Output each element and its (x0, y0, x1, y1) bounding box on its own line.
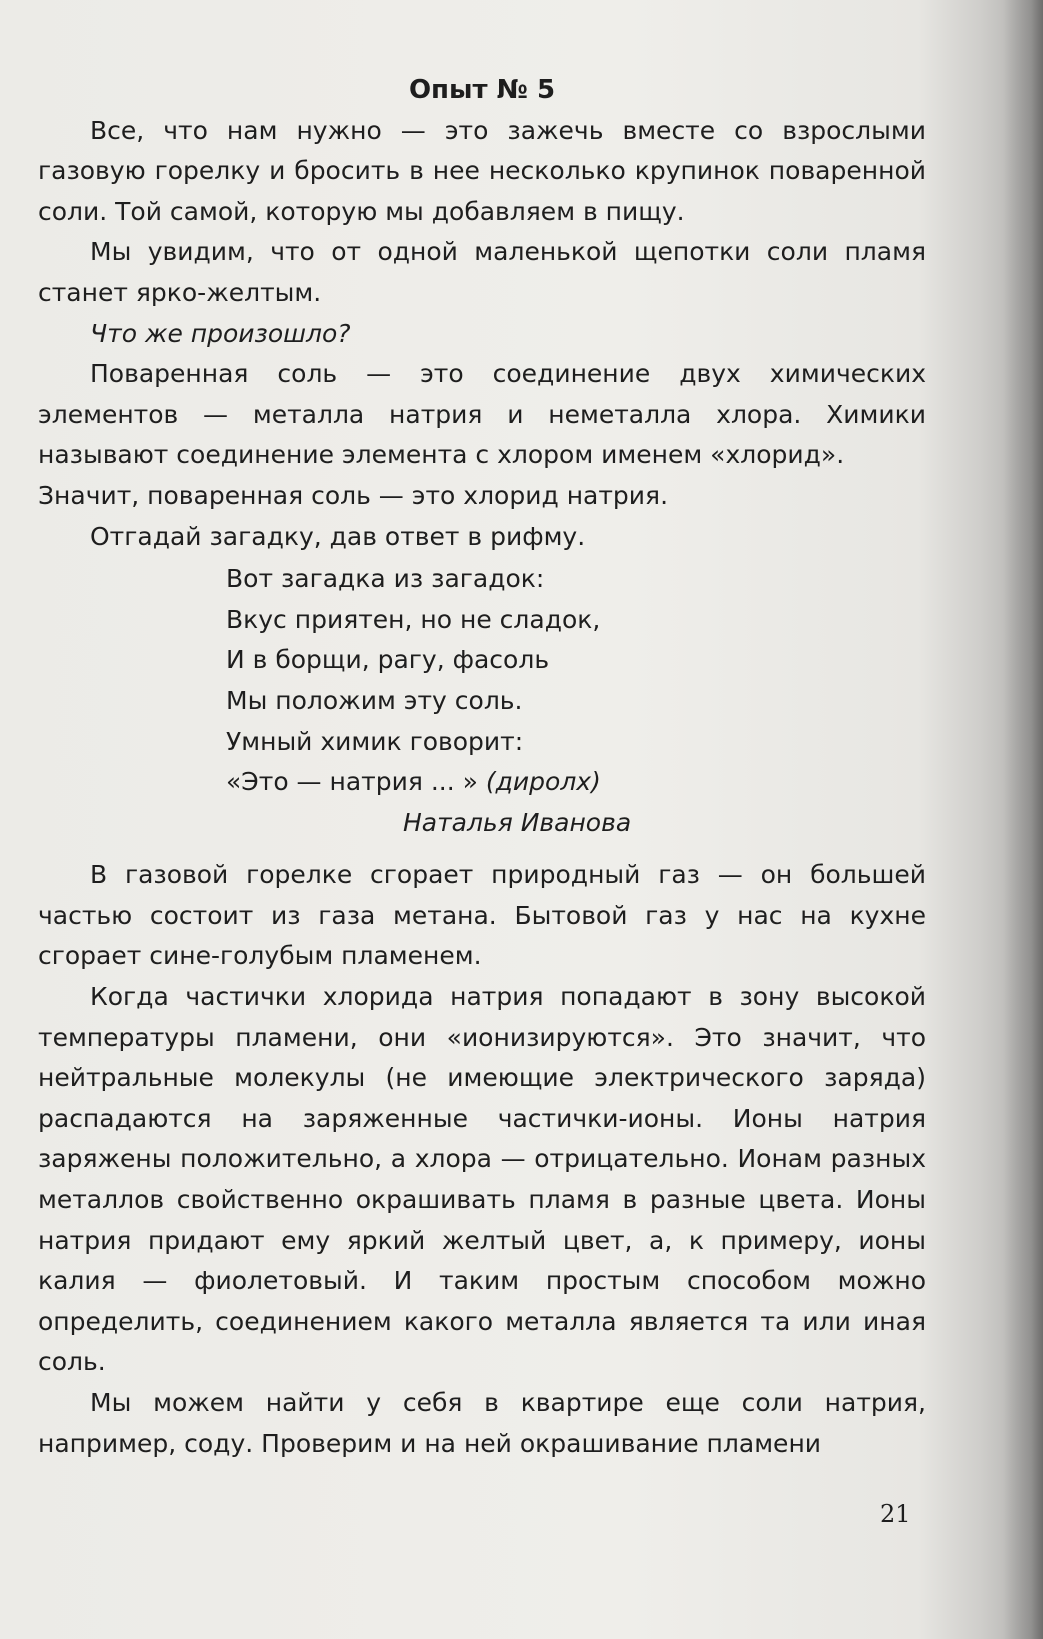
page-gutter-shadow (1003, 0, 1043, 1639)
paragraph: Мы можем найти у себя в квартире еще соли натрия, например, соду. Проверим и на ней окрашивание пламени (38, 1388, 926, 1458)
paragraph: Отгадай загадку, дав ответ в рифму. (90, 521, 586, 551)
paragraph: Мы увидим, что от одной маленькой щепотки соли пламя станет ярко-желтым. (38, 237, 926, 307)
riddle-answer-hint: (диролх) (485, 767, 601, 797)
paragraph: Когда частички хлорида натрия попадают в зону высокой температуры пламени, они «ионизируются». Это значит, что нейтральные молекулы (не имеющие электрического заряда) распадаются на заряженные частички-ионы. Ионы натрия заряжены положительно, а хлора — отрицательно. Ионам разных металлов свойственно окрашивать пламя в разные цвета. Ионы натрия придают ему яркий желтый цвет, а, к примеру, ионы калия — фиолетовый. И таким простым способом можно определить, соединением какого металла является та или иная соль. (38, 982, 926, 1377)
poem-author: Наталья Иванова (403, 807, 632, 837)
poem-line: Мы положим эту соль. (226, 685, 523, 715)
page-content (38, 70, 926, 1464)
paragraph: Поваренная соль — это соединение двух химических элементов — металла натрия и неметалла хлора. Химики называют соединение элемента с хлором именем «хлорид». (38, 359, 926, 470)
poem-line: Вкус приятен, но не сладок, (226, 604, 601, 634)
paragraph: В газовой горелке сгорает природный газ — он большей частью состоит из газа метана. Бытовой газ у нас на кухне сгорает сине-голубым пламенем. (38, 860, 926, 971)
poem-line-text: «Это — натрия ... » (226, 767, 478, 797)
page-number: 21 (880, 1500, 911, 1528)
experiment-heading: Опыт № 5 (408, 75, 556, 105)
question-line: Что же произошло? (90, 318, 351, 348)
paragraph: Все, что нам нужно — это зажечь вместе со взрослыми газовую горелку и бросить в нее несколько крупинок поваренной соли. Той самой, которую мы добавляем в пищу. (38, 115, 926, 226)
paragraph: Значит, поваренная соль — это хлорид натрия. (38, 480, 669, 510)
poem-last-line (226, 762, 926, 803)
poem-line: Умный химик говорит: (226, 726, 524, 756)
poem-line: И в борщи, рагу, фасоль (226, 645, 550, 675)
riddle-poem (38, 559, 926, 803)
poem-line: Вот загадка из загадок: (226, 564, 545, 594)
